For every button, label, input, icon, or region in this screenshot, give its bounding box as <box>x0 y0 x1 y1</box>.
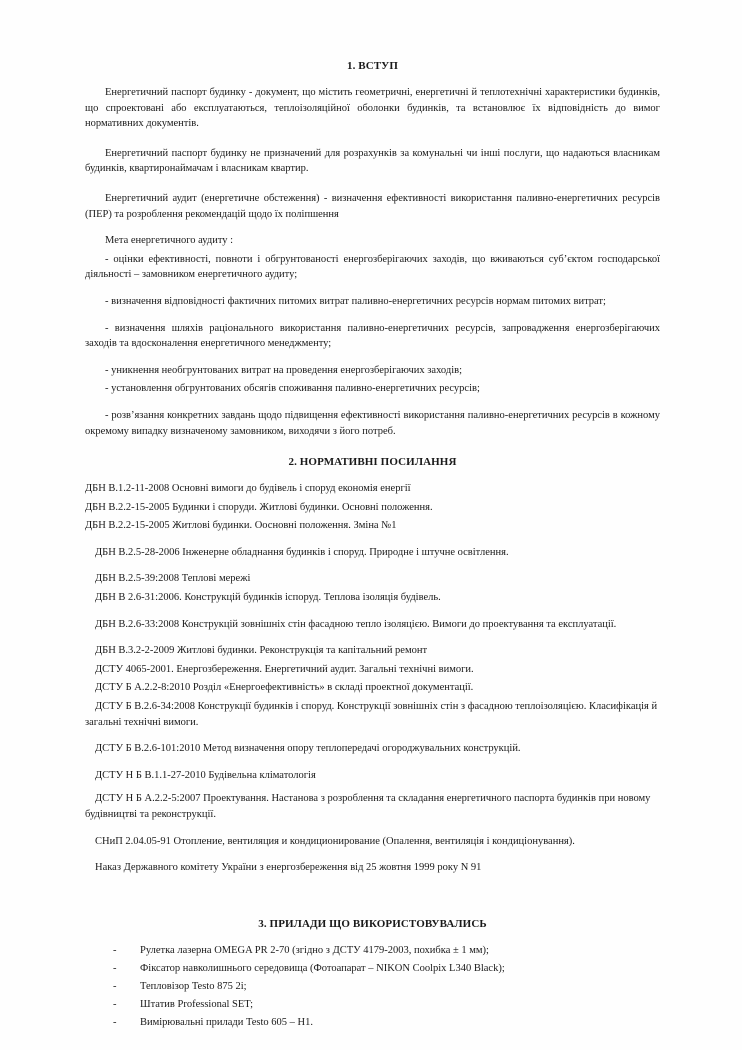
audit-goal-item-2: - визначення відповідності фактичних питомих витрат паливно-енергетичних ресурсів нормам питомих витрат; <box>105 295 606 307</box>
normative-item-1: ДБН В.1.2-11-2008 Основні вимоги до будівель і споруд економія енергії <box>85 483 411 495</box>
audit-goal-item-3: - визначення шляхів раціонального використання паливно-енергетичних ресурсів, запровадження енергозберігаючих заходів та вдосконалення енергетичного менеджменту; <box>85 322 660 350</box>
list-item-label: Штатив Professional SET; <box>140 999 254 1011</box>
list-item <box>85 961 660 977</box>
list-item-label: Рулетка лазерна OMEGA PR 2-70 (згідно з ДСТУ 4179-2003, похибка ± 1 мм); <box>140 944 489 956</box>
normative-item-5: ДБН В.2.5-39:2008 Теплові мережі <box>95 573 251 585</box>
normative-item-12: ДСТУ Б В.2.6-101:2010 Метод визначення опору теплопередачі огороджувальних конструкцій. <box>95 743 521 755</box>
normative-item-10: ДСТУ Б А.2.2-8:2010 Розділ «Енергоефективність» в складі проектної документації. <box>95 682 474 694</box>
audit-goal-item-1: - оцінки ефективності, повноти і обгрунтованості енергозберігаючих заходів, що вживаються субʼєктом господарської діяльності – замовником енергетичного аудиту; <box>85 253 660 281</box>
section-heading-normative: 2. НОРМАТИВНІ ПОСИЛАННЯ <box>288 456 457 469</box>
instrument-list <box>85 943 660 1031</box>
audit-goal-item-6: - розв’язання конкретних завдань щодо підвищення ефективності використання паливно-енергетичних ресурсів в кожному окремому випадку визначеному замовником, виходячи з його потреб. <box>85 409 660 437</box>
normative-item-8: ДБН В.3.2-2-2009 Житлові будинки. Реконструкція та капітальний ремонт <box>95 645 428 657</box>
bullet-dash-icon: - <box>113 999 117 1011</box>
normative-item-9: ДСТУ 4065-2001. Енергозбереження. Енергетичний аудит. Загальні технічні вимоги. <box>95 663 474 675</box>
document-content <box>85 60 660 1031</box>
bullet-dash-icon: - <box>113 980 117 992</box>
audit-goal-item-5: - установлення обгрунтованих обсягів споживання паливно-енергетичних ресурсів; <box>105 383 480 395</box>
normative-item-13: ДСТУ Н Б В.1.1-27-2010 Будівельна кліматологія <box>95 769 316 781</box>
normative-item-6: ДБН В 2.6-31:2006. Конструкцій будинків іспоруд. Теплова ізоляція будівель. <box>95 592 441 604</box>
list-item-label: Тепловізор Testo 875 2i; <box>140 980 247 992</box>
list-item <box>85 943 660 959</box>
normative-item-2: ДБН В.2.2-15-2005 Будинки і споруди. Житлові будинки. Основні положення. <box>85 501 433 513</box>
audit-goal-label: Мета енергетичного аудиту : <box>105 235 234 247</box>
section-heading-instruments: 3. ПРИЛАДИ ЩО ВИКОРИСТОВУВАЛИСЬ <box>258 917 487 930</box>
section-heading-intro: 1. ВСТУП <box>346 60 399 72</box>
normative-item-7: ДБН В.2.6-33:2008 Конструкцій зовнішніх стін фасадною тепло ізоляцією. Вимоги до проектування та експлуатації. <box>95 618 617 630</box>
intro-paragraph-1: Енергетичний паспорт будинку - документ, що містить геометричні, енергетичні й теплотехнічні характеристики будинків, що спроектовані або експлуатаються, теплоізоляційної оболонки будинків, та встановлює їх відповідність до вимог нормативних документів. <box>85 87 660 130</box>
list-item <box>85 979 660 995</box>
normative-item-3: ДБН В.2.2-15-2005 Житлові будинки. Оосновні положення. Зміна №1 <box>85 520 397 532</box>
normative-item-16: Наказ Державного комітету України з енергозбереження від 25 жовтня 1999 року N 91 <box>95 862 482 874</box>
list-item-label: Фіксатор навколишнього середовища (Фотоапарат – NIKON Coolpix L340 Black); <box>140 962 505 974</box>
bullet-dash-icon: - <box>113 1017 117 1029</box>
audit-goal-item-4: - уникнення необгрунтованих витрат на проведення енергозберігаючих заходів; <box>105 364 463 376</box>
intro-paragraph-2: Енергетичний паспорт будинку не призначений для розрахунків за комунальні чи інші послуги, що надаються власникам будинків, квартиронаймачам і власникам квартир. <box>85 147 660 175</box>
intro-paragraph-3: Енергетичний аудит (енергетичне обстеження) - визначення ефективності використання паливно-енергетичних ресурсів (ПЕР) та розроблення рекомендацій щодо їх поліпшення <box>85 192 660 220</box>
normative-item-15: СНиП 2.04.05-91 Отопление, вентиляция и кондиционирование (Опалення, вентиляція і кондиціонування). <box>95 835 575 847</box>
list-item-label: Вимірювальні прилади Testo 605 – H1. <box>140 1017 313 1029</box>
normative-item-14: ДСТУ Н Б А.2.2-5:2007 Проектування. Настанова з розроблення та складання енергетичного паспорта будинків при новому будівництві та реконструкції. <box>85 793 651 820</box>
bullet-dash-icon: - <box>113 962 117 974</box>
bullet-dash-icon: - <box>113 944 117 956</box>
normative-item-4: ДБН В.2.5-28-2006 Інженерне обладнання будинків і споруд. Природне і штучне освітлення. <box>95 546 509 558</box>
normative-item-11: ДСТУ Б В.2.6-34:2008 Конструкції будинків і споруд. Конструкції зовнішніх стін з фасадною теплоізоляцією. Класифікація й загальні технічні вимоги. <box>85 701 658 728</box>
list-item <box>85 1015 660 1031</box>
section-spacer <box>85 890 660 918</box>
list-item <box>85 997 660 1013</box>
